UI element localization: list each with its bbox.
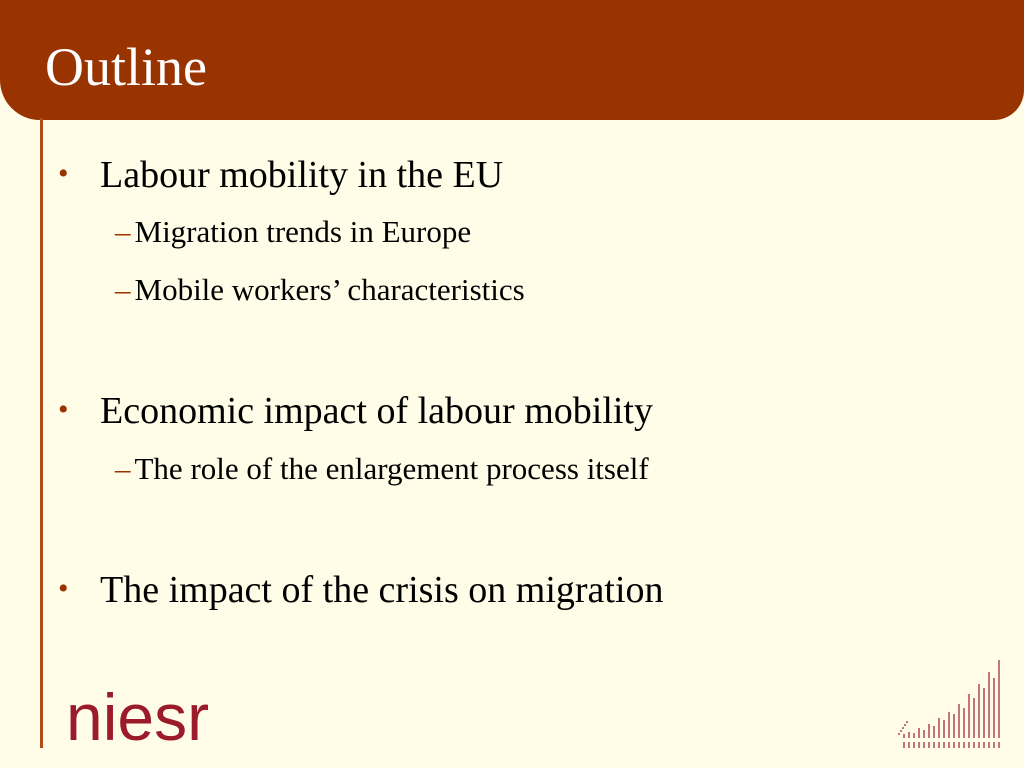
logo-dot: [906, 721, 908, 723]
bullet-text: Economic impact of labour mobility: [100, 390, 653, 432]
slide-title: Outline: [45, 37, 207, 97]
sub-marker: –: [115, 272, 131, 307]
bullet-marker: •: [58, 572, 69, 605]
logo-dot: [904, 724, 906, 726]
niesr-logo: niesr: [66, 680, 210, 754]
bullet-marker: •: [58, 157, 69, 190]
sub-item: [115, 451, 649, 487]
bullet-item: [58, 152, 503, 197]
bar-pattern-icon: [896, 654, 1008, 756]
logo-dot: [900, 730, 902, 732]
sub-item: [115, 214, 471, 250]
bullet-item: [58, 567, 664, 612]
bullet-marker: •: [58, 393, 69, 426]
bullet-text: Labour mobility in the EU: [100, 154, 504, 196]
sub-item: [115, 272, 525, 308]
logo-dot: [902, 727, 904, 729]
sub-text: Migration trends in Europe: [134, 214, 472, 249]
logo-dot: [898, 733, 900, 735]
sub-marker: –: [115, 451, 131, 486]
sub-text: Mobile workers’ characteristics: [134, 272, 525, 307]
bullet-item: [58, 388, 653, 433]
bullet-text: The impact of the crisis on migration: [100, 569, 664, 611]
sub-text: The role of the enlargement process itself: [134, 451, 649, 486]
sub-marker: –: [115, 214, 131, 249]
